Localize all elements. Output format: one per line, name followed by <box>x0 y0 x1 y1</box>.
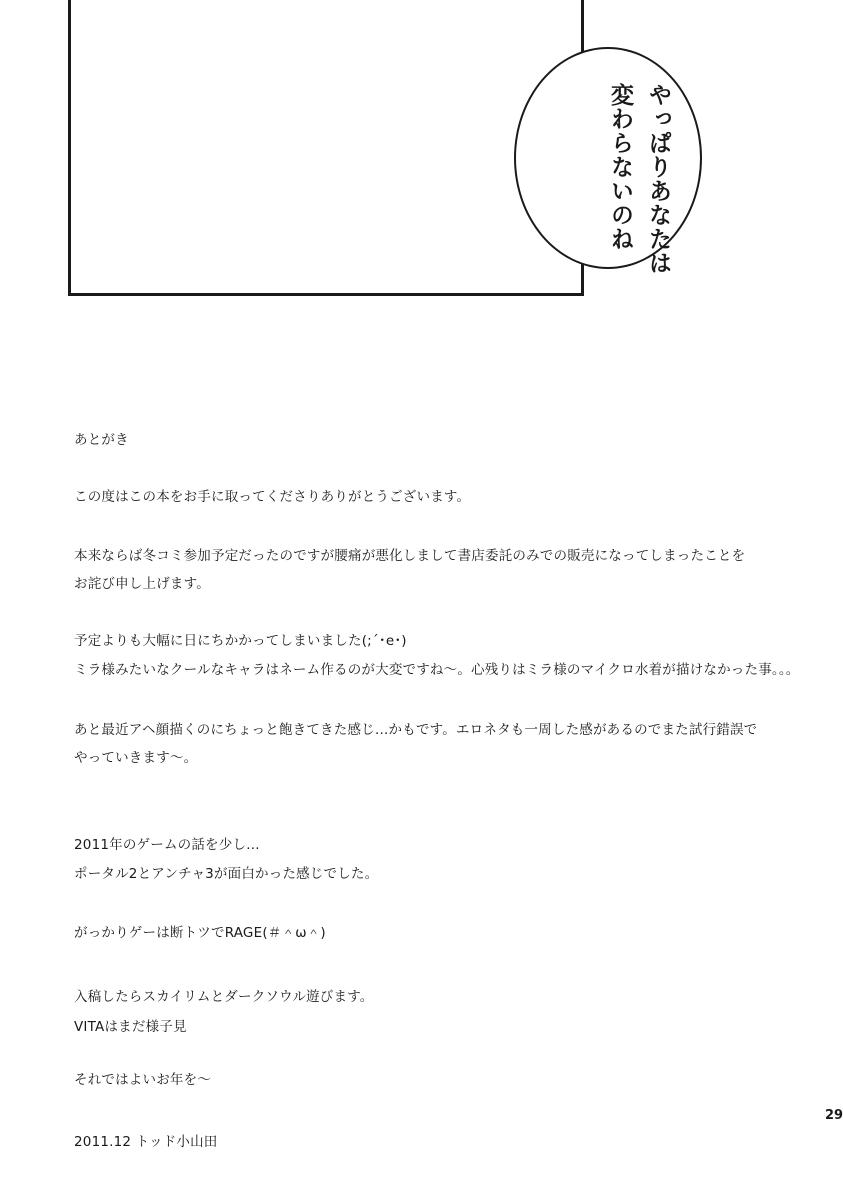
afterword-line: この度はこの本をお手に取ってくださりありがとうございます。 <box>74 489 471 505</box>
afterword-title: あとがき <box>74 432 129 448</box>
afterword-line: やっていきます～。 <box>74 750 198 766</box>
speech-line: 変わらないのね <box>607 83 633 251</box>
manga-panel <box>68 0 584 296</box>
afterword-line: 予定よりも大幅に日にちかかってしまいました(;´･e･) <box>74 633 407 649</box>
afterword-line: ポータル2とアンチャ3が面白かった感じでした。 <box>74 866 379 882</box>
afterword-line: お詫び申し上げます。 <box>74 576 210 592</box>
afterword-line: それではよいお年を～ <box>74 1072 211 1088</box>
afterword-line: VITAはまだ様子見 <box>74 1019 187 1035</box>
afterword-line: 本来ならば冬コミ参加予定だったのですが腰痛が悪化しまして書店委託のみでの販売になってしまったことを <box>74 548 746 564</box>
page-number: 29 <box>825 1108 843 1123</box>
afterword-line: ミラ様みたいなクールなキャラはネーム作るのが大変ですね～。心残りはミラ様のマイクロ水着が描けなかった事。。。 <box>74 662 800 678</box>
afterword-signature: 2011.12 トッド小山田 <box>74 1134 218 1150</box>
speech-line: やっぱりあなたは <box>645 83 671 275</box>
afterword-line: あと最近アヘ顔描くのにちょっと飽きてきた感じ…かもです。エロネタも一周した感があるのでまた試行錯誤で <box>74 722 758 738</box>
afterword-line: 2011年のゲームの話を少し… <box>74 837 260 853</box>
afterword-line: 入稿したらスカイリムとダークソウル遊びます。 <box>74 989 374 1005</box>
speech-bubble-text <box>601 83 677 275</box>
afterword-line: がっかりゲーは断トツでRAGE(＃＾ω＾) <box>74 925 326 941</box>
